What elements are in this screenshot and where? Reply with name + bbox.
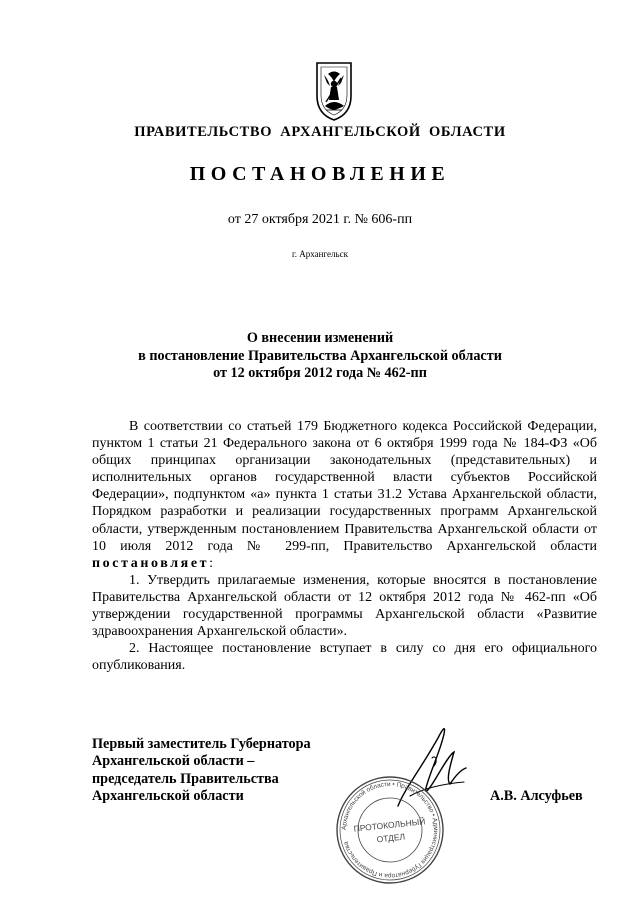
stamp-center-line: ПРОТОКОЛЬНЫЙ xyxy=(353,816,426,834)
signatory-title xyxy=(92,736,311,806)
coat-of-arms-icon xyxy=(314,60,354,122)
decree-suffix: : xyxy=(209,555,214,571)
subject-line: в постановление Правительства Архангельской области xyxy=(138,347,502,364)
subject-line: от 12 октября 2012 года № 462-пп xyxy=(213,365,427,381)
organization-name: ПРАВИТЕЛЬСТВО АРХАНГЕЛЬСКОЙ ОБЛАСТИ xyxy=(134,124,506,140)
signatory-title-line: Архангельской области – xyxy=(92,753,255,770)
signatory-name: А.В. Алсуфьев xyxy=(490,788,583,804)
document-city: г. Архангельск xyxy=(292,249,348,259)
document-type: ПОСТАНОВЛЕНИЕ xyxy=(189,163,451,185)
decree-word: постановляет xyxy=(92,555,210,571)
document-subject xyxy=(0,330,640,383)
document-body xyxy=(92,418,597,674)
stamp-ring-text: Архангельской области • Правительство • Администрация Губернатора и Правительства xyxy=(340,780,440,880)
decree-item-2: 2. Настоящее постановление вступает в силу со дня его официального опубликования. xyxy=(92,641,597,674)
decree-item-1: 1. Утвердить прилагаемые изменения, которые вносятся в постановление Правительства Архангельской области от 12 октября 2012 года № 462-пп «Об утверждении государственной программы Архангельской области «Развитие здравоохранения Архангельской области». xyxy=(92,572,597,640)
signatory-title-line: Архангельской области xyxy=(92,788,244,805)
signatory-title-line: председатель Правительства xyxy=(92,770,279,787)
preamble-paragraph xyxy=(92,418,597,572)
stamp-center-line: ОТДЕЛ xyxy=(376,831,406,845)
document-date-number: от 27 октября 2021 г. № 606-пп xyxy=(227,212,413,227)
preamble-text: В соответствии со статьей 179 Бюджетного кодекса Российской Федерации, пунктом 1 статьи 21 Федерального закона от 6 октября 1999 года № 184-ФЗ «Об общих принципах организации законодательных (представительных) и исполнительных органов государственной власти субъектов Российской Федерации», подпунктом «а» пункта 1 статьи 31.2 Устава Архангельской области, Порядком разработки и реализации государственных программ Архангельской области, утвержденным постановлением Правительства Архангельской области от 10 июля 2012 года № 299-пп, Правительство Архангельской области xyxy=(92,419,597,554)
signatory-title-line: Первый заместитель Губернатора xyxy=(92,736,311,752)
subject-line: О внесении изменений xyxy=(246,330,394,346)
official-stamp xyxy=(334,774,446,886)
